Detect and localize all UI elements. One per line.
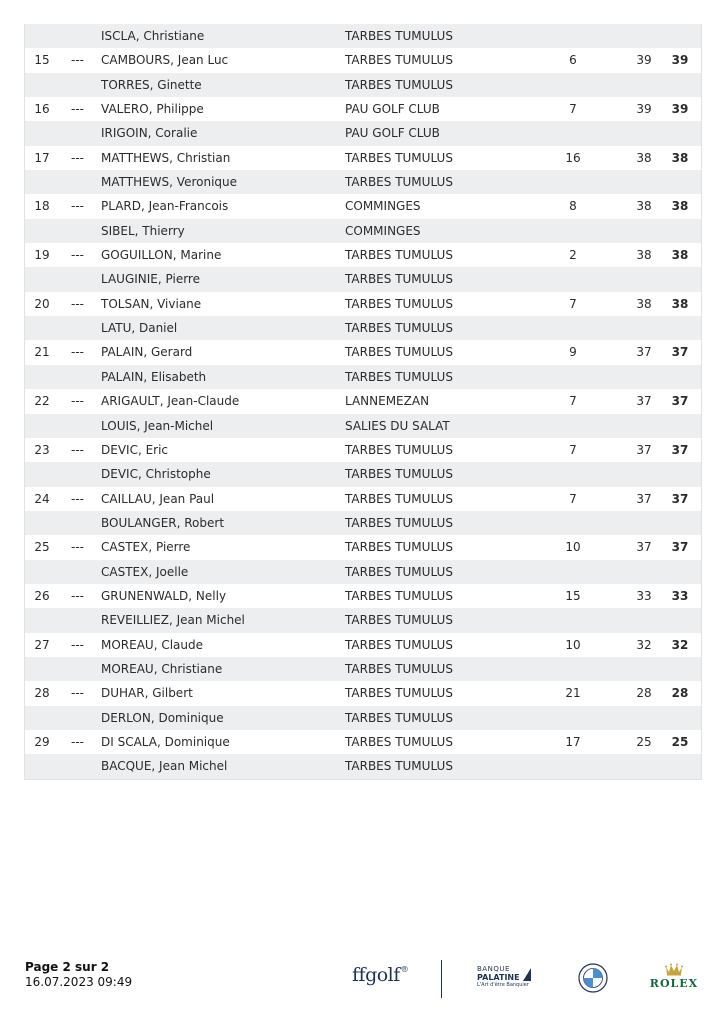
total-score-cell: 38 [671,199,689,214]
handicap-cell: 6 [569,53,577,68]
table-row [25,73,701,97]
player-name: PLARD, Jean-Francois [101,199,229,214]
banque-palatine-logo [477,966,549,989]
player-name: CASTEX, Pierre [101,540,191,555]
net-score-cell: 37 [636,345,652,360]
player-name: PALAIN, Elisabeth [101,369,207,384]
total-score-cell: 32 [671,637,689,652]
rolex-logo [646,963,702,990]
player-name: PALAIN, Gerard [101,345,193,360]
total-score-cell: 38 [671,248,689,263]
player-name: TOLSAN, Viviane [101,296,202,311]
club-name: TARBES TUMULUS [345,150,453,165]
table-row [25,414,701,438]
club-name: TARBES TUMULUS [345,442,453,457]
player-name: CAMBOURS, Jean Luc [101,53,229,68]
total-score-cell: 28 [671,686,689,701]
club-name: PAU GOLF CLUB [345,102,440,117]
crown-icon [665,963,683,976]
player-name: IRIGOIN, Coralie [101,126,198,141]
handicap-cell: 17 [565,734,581,749]
tie-cell: --- [71,394,84,409]
tie-cell: --- [71,686,84,701]
tie-cell: --- [71,296,84,311]
player-name: DI SCALA, Dominique [101,734,230,749]
logo-divider [441,960,442,998]
rank-cell: 26 [34,588,50,603]
player-name: DUHAR, Gilbert [101,686,193,701]
table-row [25,487,701,511]
handicap-cell: 15 [565,588,581,603]
player-name: CAILLAU, Jean Paul [101,491,215,506]
tie-cell: --- [71,637,84,652]
club-name: TARBES TUMULUS [345,248,453,263]
table-row [25,219,701,243]
table-row [25,608,701,632]
club-name: TARBES TUMULUS [345,272,453,287]
player-name: LATU, Daniel [101,321,178,336]
table-row [25,681,701,705]
total-score-cell: 25 [671,734,689,749]
handicap-cell: 7 [569,442,577,457]
player-name: MOREAU, Christiane [101,661,223,676]
tie-cell: --- [71,442,84,457]
club-name: TARBES TUMULUS [345,321,453,336]
rank-cell: 29 [34,734,50,749]
net-score-cell: 37 [636,491,652,506]
rank-cell: 22 [34,394,50,409]
handicap-cell: 7 [569,102,577,117]
club-name: TARBES TUMULUS [345,345,453,360]
player-name: REVEILLIEZ, Jean Michel [101,613,245,628]
club-name: TARBES TUMULUS [345,564,453,579]
print-datetime: 16.07.2023 09:49 [25,975,133,989]
rank-cell: 28 [34,686,50,701]
club-name: TARBES TUMULUS [345,686,453,701]
player-name: BACQUE, Jean Michel [101,759,228,774]
club-name: TARBES TUMULUS [345,467,453,482]
club-name: TARBES TUMULUS [345,661,453,676]
rank-cell: 21 [34,345,50,360]
net-score-cell: 38 [636,248,652,263]
club-name: TARBES TUMULUS [345,29,453,43]
results-table [24,24,702,780]
banque-line2: PALATINE [477,973,520,982]
net-score-cell: 39 [636,102,652,117]
total-score-cell: 37 [671,491,689,506]
total-score-cell: 37 [671,540,689,555]
rank-cell: 16 [34,102,50,117]
ffgolf-logo [352,964,408,986]
club-name: TARBES TUMULUS [345,734,453,749]
net-score-cell: 38 [636,150,652,165]
handicap-cell: 7 [569,394,577,409]
net-score-cell: 32 [636,637,652,652]
player-name: MATTHEWS, Christian [101,150,231,165]
table-row [25,535,701,559]
handicap-cell: 9 [569,345,577,360]
table-row [25,730,701,754]
player-name: CASTEX, Joelle [101,564,189,579]
page-footer [25,960,132,990]
rank-cell: 18 [34,199,50,214]
tie-cell: --- [71,102,84,117]
player-name: DERLON, Dominique [101,710,224,725]
handicap-cell: 7 [569,491,577,506]
club-name: TARBES TUMULUS [345,515,453,530]
table-row [25,170,701,194]
table-row [25,754,701,778]
club-name: SALIES DU SALAT [345,418,450,433]
player-name: MATTHEWS, Veronique [101,175,238,190]
handicap-cell: 10 [565,540,581,555]
player-name: GRUNENWALD, Nelly [101,588,227,603]
page-number: Page 2 sur 2 [25,960,110,974]
player-name: LAUGINIE, Pierre [101,272,200,287]
tie-cell: --- [71,540,84,555]
club-name: PAU GOLF CLUB [345,126,440,141]
player-name: TORRES, Ginette [101,77,202,92]
table-row [25,292,701,316]
net-score-cell: 37 [636,442,652,457]
player-name: ARIGAULT, Jean-Claude [101,394,240,409]
bmw-logo-icon [578,963,608,993]
table-row [25,316,701,340]
net-score-cell: 25 [636,734,652,749]
sail-icon [523,968,531,981]
club-name: TARBES TUMULUS [345,613,453,628]
net-score-cell: 37 [636,540,652,555]
player-name: DEVIC, Eric [101,442,169,457]
player-name: LOUIS, Jean-Michel [101,418,214,433]
rank-cell: 27 [34,637,50,652]
tie-cell: --- [71,588,84,603]
table-row [25,340,701,364]
table-row [25,48,701,72]
table-row [25,438,701,462]
banque-tagline: L'Art d'être Banquier [477,982,529,988]
table-row [25,657,701,681]
table-row [25,365,701,389]
rank-cell: 19 [34,248,50,263]
club-name: TARBES TUMULUS [345,77,453,92]
player-name: GOGUILLON, Marine [101,248,222,263]
rolex-wordmark: ROLEX [649,977,699,990]
net-score-cell: 38 [636,199,652,214]
table-row [25,243,701,267]
club-name: TARBES TUMULUS [345,175,453,190]
net-score-cell: 28 [636,686,652,701]
total-score-cell: 37 [671,442,689,457]
club-name: COMMINGES [345,199,421,214]
table-row [25,706,701,730]
table-row [25,584,701,608]
banque-line1: BANQUE [477,965,510,973]
club-name: TARBES TUMULUS [345,637,453,652]
table-row [25,121,701,145]
tie-cell: --- [71,199,84,214]
table-row [25,560,701,584]
table-row [25,462,701,486]
table-row [25,194,701,218]
club-name: TARBES TUMULUS [345,296,453,311]
player-name: SIBEL, Thierry [101,223,185,238]
player-name: BOULANGER, Robert [101,515,225,530]
club-name: TARBES TUMULUS [345,491,453,506]
rank-cell: 25 [34,540,50,555]
table-row [25,389,701,413]
club-name: COMMINGES [345,223,421,238]
table-row [25,267,701,291]
total-score-cell: 37 [671,345,689,360]
rank-cell: 23 [34,442,50,457]
tie-cell: --- [71,150,84,165]
club-name: TARBES TUMULUS [345,759,453,774]
club-name: TARBES TUMULUS [345,588,453,603]
player-name: DEVIC, Christophe [101,467,211,482]
table-row [25,146,701,170]
rank-cell: 17 [34,150,50,165]
total-score-cell: 37 [671,394,689,409]
player-name: ISCLA, Christiane [101,29,205,43]
net-score-cell: 39 [636,53,652,68]
player-name: MOREAU, Claude [101,637,204,652]
total-score-cell: 38 [671,296,689,311]
table-row [25,97,701,121]
rank-cell: 20 [34,296,50,311]
net-score-cell: 37 [636,394,652,409]
club-name: TARBES TUMULUS [345,710,453,725]
club-name: TARBES TUMULUS [345,540,453,555]
ffgolf-wordmark: ffgolf [352,964,400,986]
handicap-cell: 16 [565,150,581,165]
tie-cell: --- [71,248,84,263]
club-name: TARBES TUMULUS [345,53,453,68]
table-row [25,24,701,48]
tie-cell: --- [71,491,84,506]
player-name: VALERO, Philippe [101,102,204,117]
handicap-cell: 10 [565,637,581,652]
rank-cell: 24 [34,491,50,506]
handicap-cell: 8 [569,199,577,214]
club-name: TARBES TUMULUS [345,369,453,384]
net-score-cell: 33 [636,588,652,603]
tie-cell: --- [71,734,84,749]
table-row [25,511,701,535]
handicap-cell: 2 [569,248,577,263]
club-name: LANNEMEZAN [345,394,430,409]
handicap-cell: 7 [569,296,577,311]
rank-cell: 15 [34,53,50,68]
total-score-cell: 38 [671,150,689,165]
tie-cell: --- [71,53,84,68]
tie-cell: --- [71,345,84,360]
total-score-cell: 33 [671,588,689,603]
net-score-cell: 38 [636,296,652,311]
total-score-cell: 39 [671,102,689,117]
table-row [25,633,701,657]
handicap-cell: 21 [565,686,581,701]
registered-mark: ® [400,965,409,974]
total-score-cell: 39 [671,53,689,68]
